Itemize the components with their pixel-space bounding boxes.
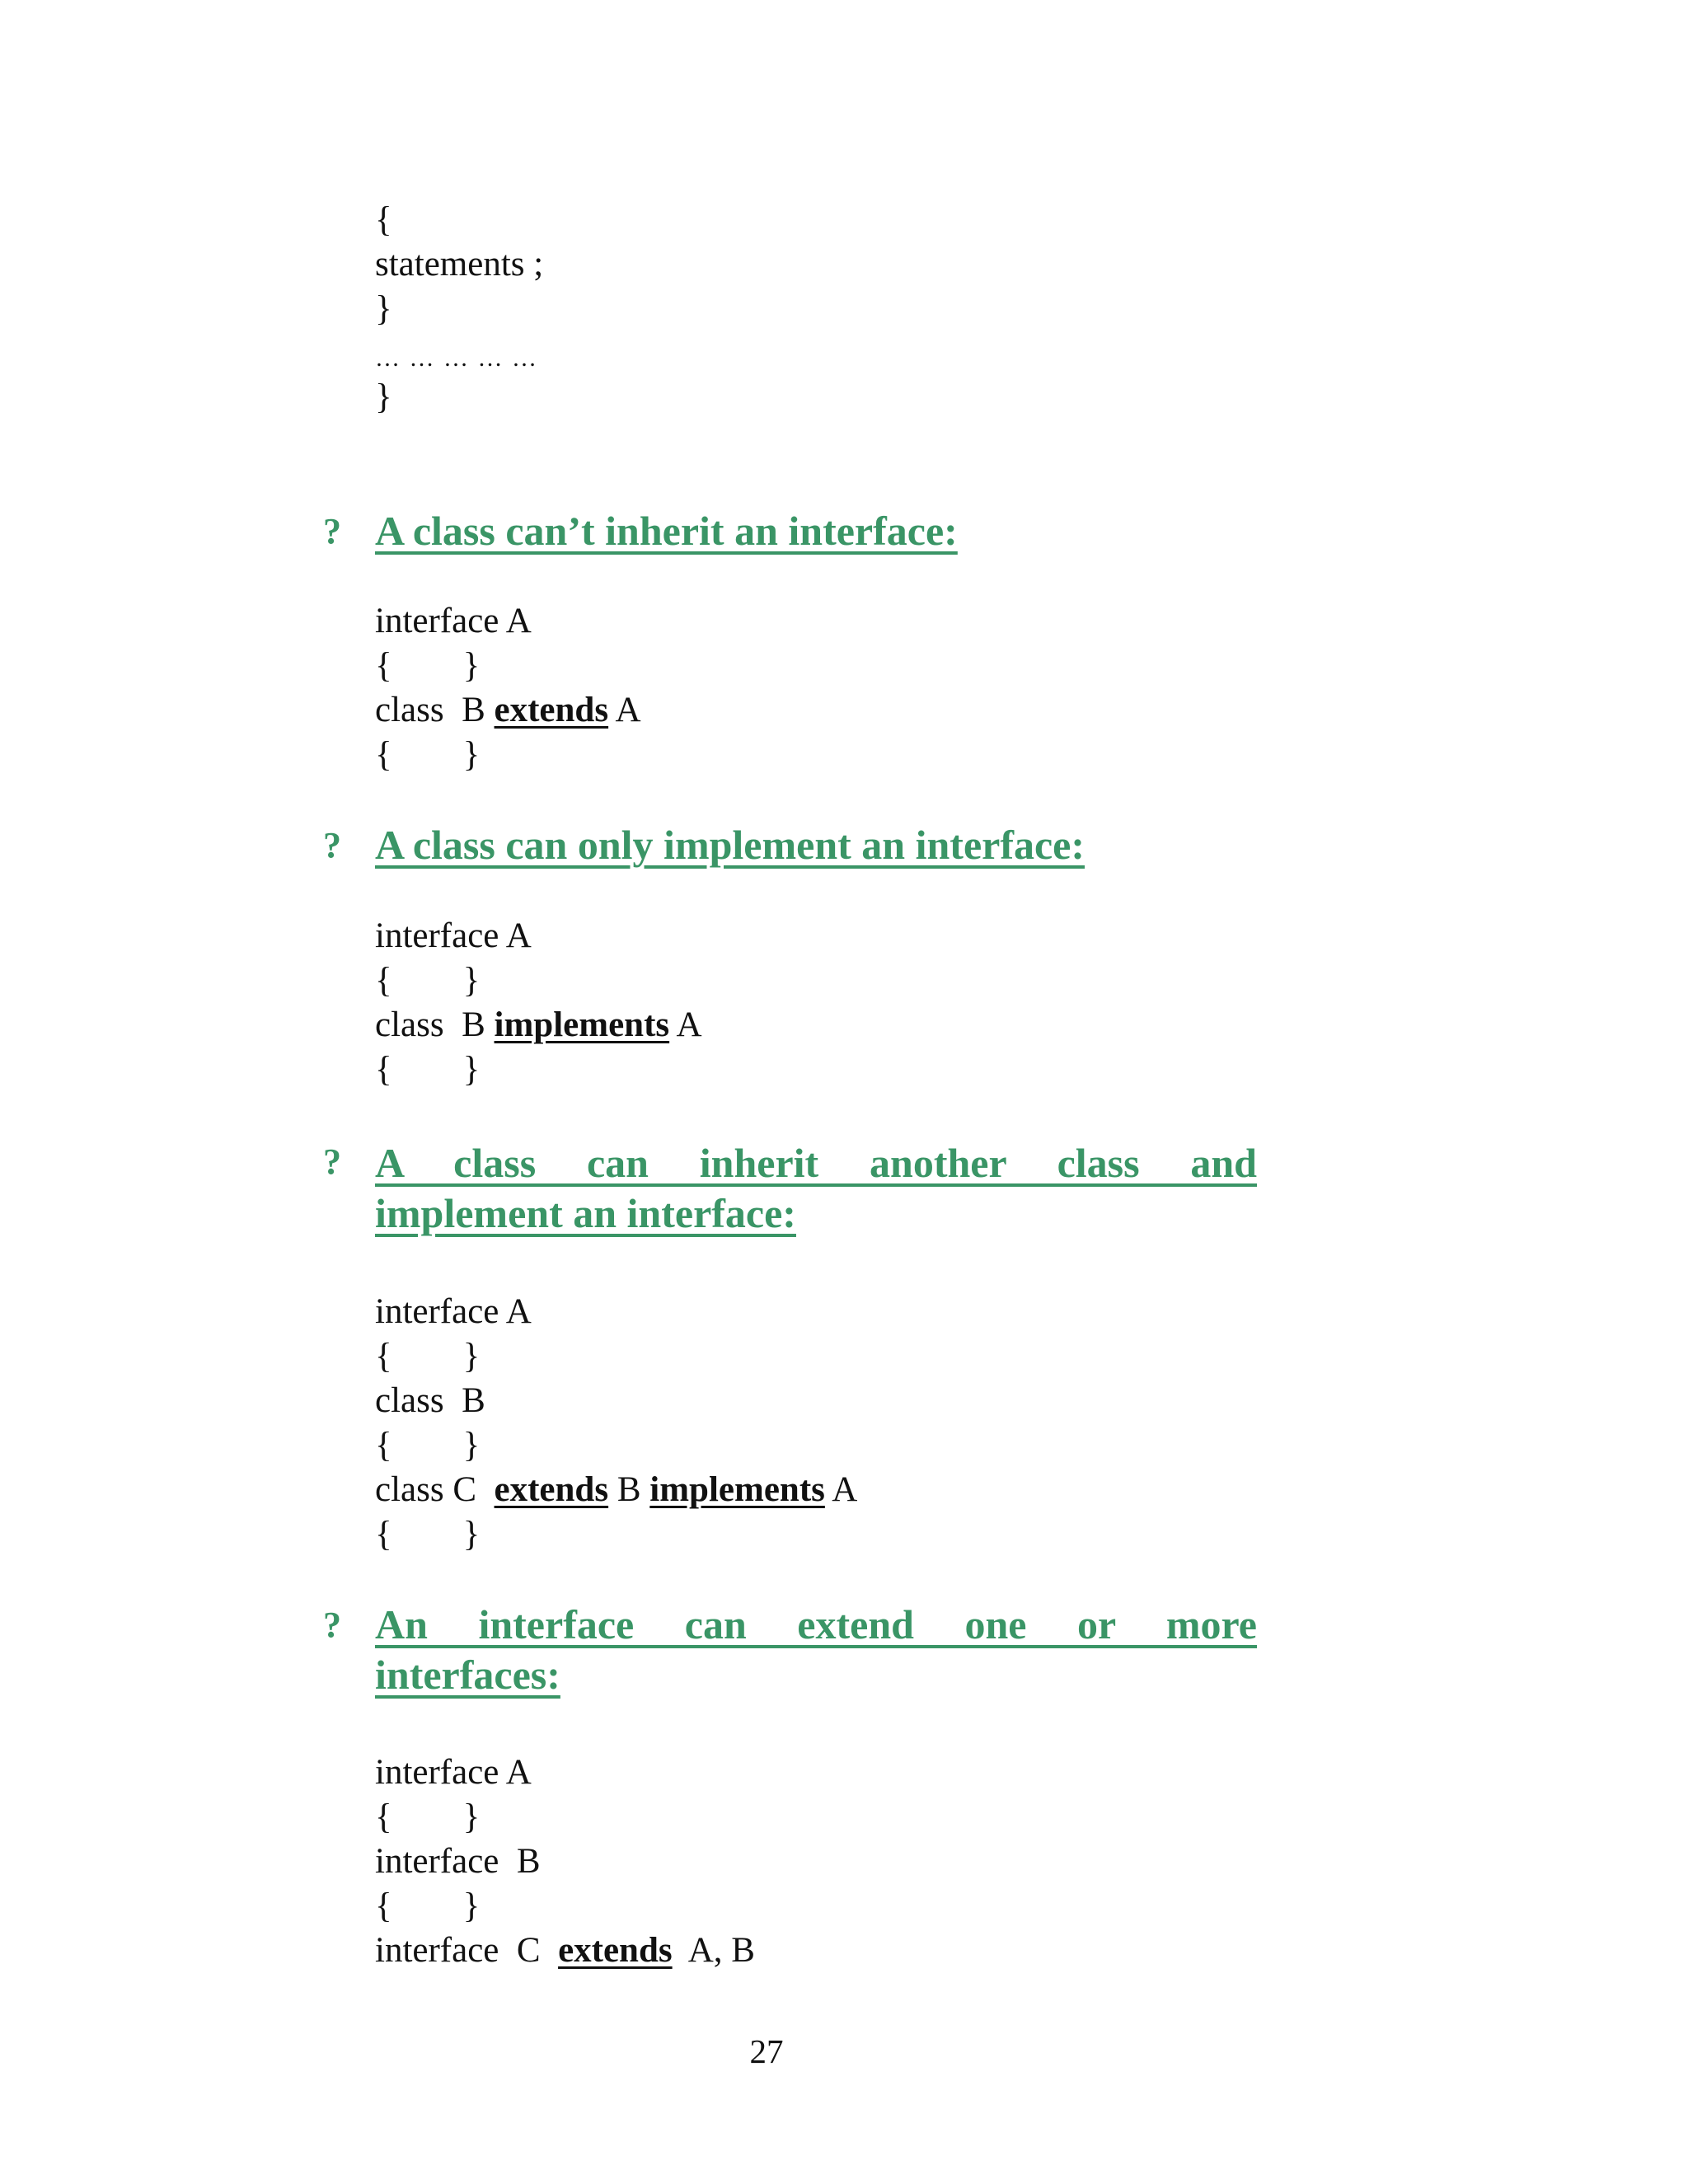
code-text: B	[608, 1470, 650, 1509]
keyword-implements: implements	[494, 1005, 670, 1044]
code-line: {	[375, 200, 392, 239]
bullet-marker: ?	[323, 1141, 341, 1182]
code-line	[375, 688, 641, 733]
code-line: { }	[375, 735, 481, 774]
keyword-implements: implements	[649, 1470, 825, 1509]
code-text: class C	[375, 1470, 495, 1509]
code-text: A	[669, 1005, 702, 1044]
code-line: }	[375, 289, 392, 328]
bullet-marker: ?	[323, 825, 341, 865]
code-text: A, B	[672, 1931, 755, 1970]
code-line: { }	[375, 646, 481, 685]
code-ellipsis: … … … … …	[375, 344, 538, 372]
code-line: statements ;	[375, 245, 544, 284]
section-heading: interfaces:	[375, 1652, 560, 1698]
keyword-extends: extends	[494, 1470, 609, 1509]
bullet-marker: ?	[323, 1605, 341, 1645]
code-text: A	[608, 691, 641, 729]
code-line	[375, 1003, 702, 1047]
code-line	[375, 1468, 857, 1512]
code-text: class B	[375, 691, 495, 729]
code-line: { }	[375, 1050, 481, 1089]
code-line: interface A	[375, 1292, 532, 1331]
code-line: interface B	[375, 1842, 541, 1881]
code-line: interface A	[375, 1753, 532, 1792]
section-heading: A class can only implement an interface:	[375, 822, 1085, 868]
bullet-marker: ?	[323, 511, 341, 551]
code-text: interface C	[375, 1931, 559, 1970]
code-line	[375, 1929, 755, 1973]
code-line: { }	[375, 961, 481, 1000]
code-line: class B	[375, 1381, 485, 1420]
page-number: 27	[749, 2032, 784, 2070]
code-line: { }	[375, 1515, 481, 1554]
section-heading: A class can inherit another class and	[375, 1140, 1257, 1186]
section-heading: An interface can extend one or more	[375, 1601, 1257, 1647]
code-line: { }	[375, 1797, 481, 1836]
code-line: { }	[375, 1886, 481, 1925]
code-line: interface A	[375, 916, 532, 955]
code-line: { }	[375, 1337, 481, 1376]
keyword-extends: extends	[558, 1931, 673, 1970]
code-line: }	[375, 377, 392, 416]
code-text: class B	[375, 1005, 495, 1044]
section-heading: implement an interface:	[375, 1190, 796, 1236]
keyword-extends: extends	[494, 691, 609, 729]
code-line: interface A	[375, 602, 532, 640]
section-heading: A class can’t inherit an interface:	[375, 508, 958, 554]
code-line: { }	[375, 1426, 481, 1465]
code-text: A	[824, 1470, 858, 1509]
